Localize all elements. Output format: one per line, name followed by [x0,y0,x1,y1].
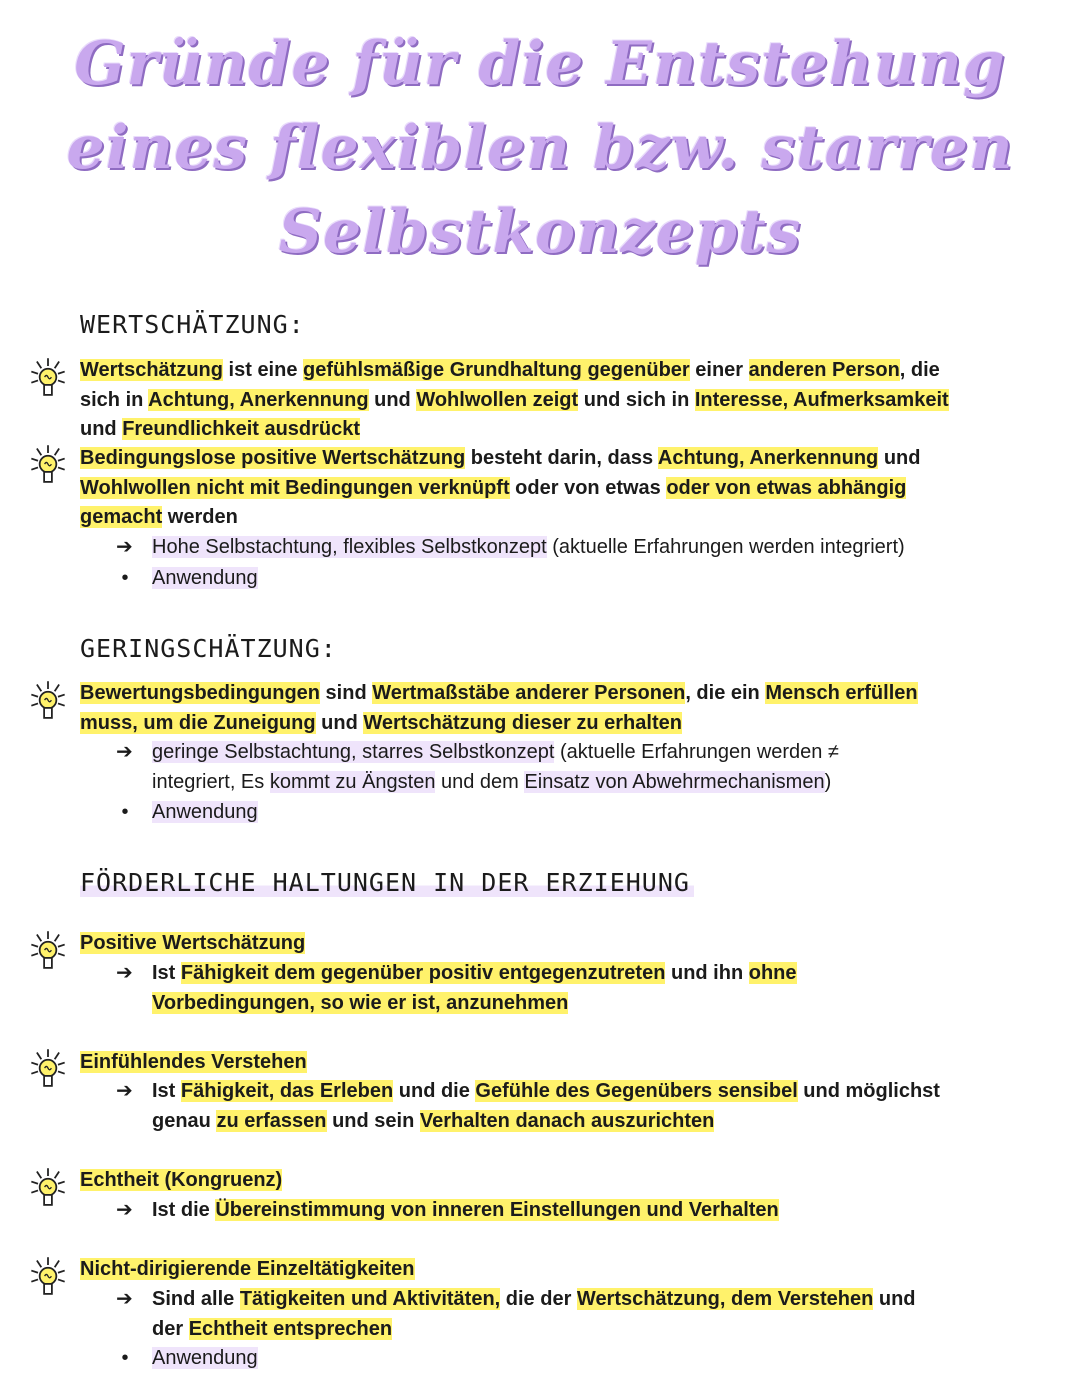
title-line-1: Gründe für die Entstehung [74,29,1006,99]
item-title-nicht-dirigierende-einzeltaetigkeiten: Nicht-dirigierende Einzeltätigkeiten [80,1258,415,1280]
heading-wertschaetzung: WERTSCHÄTZUNG: [80,310,305,339]
paragraph-bedingungslose-wertschaetzung: Bedingungslose positive Wertschätzung besteht darin, dass Achtung, Anerkennung und Wohlwollen nicht mit Bedingungen verknüpft oder von etwas oder von etwas abhängig gemacht werden [80,447,921,528]
arrow-right-icon: ➔ [116,1199,133,1221]
bullet-anwendung: • Anwendung [116,1344,1016,1374]
item-title-positive-wertschaetzung: Positive Wertschätzung [80,932,306,954]
heading-geringschaetzung: GERINGSCHÄTZUNG: [80,634,337,663]
bullet-anwendung: • Anwendung [116,564,1016,594]
item-title-echtheit: Echtheit (Kongruenz) [80,1169,283,1191]
item-title-einfuehlendes-verstehen: Einfühlendes Verstehen [80,1051,307,1073]
arrow-point-geringschaetzung: ➔ geringe Selbstachtung, starres Selbstkonzept (aktuelle Erfahrungen werden ≠ integriert, Es kommt zu Ängsten und dem Einsatz von Abwehrmechanismen) [116,738,1016,797]
title-line-2: eines flexiblen bzw. starren [66,113,1014,183]
arrow-right-icon: ➔ [116,536,133,558]
arrow-point-echtheit: ➔ Ist die Übereinstimmung von inneren Einstellungen und Verhalten [116,1196,1016,1226]
page-title [0,22,1080,274]
lightbulb-icon [26,929,70,969]
arrow-right-icon: ➔ [116,1080,133,1102]
bullet-icon: • [116,1347,129,1369]
lightbulb-icon [26,356,70,396]
bullet-icon: • [116,567,129,589]
lightbulb-icon [26,1047,70,1087]
arrow-point-positive-wertschaetzung: ➔ Ist Fähigkeit dem gegenüber positiv entgegenzutreten und ihn ohne Vorbedingungen, so wie er ist, anzunehmen [116,959,1016,1018]
arrow-right-icon: ➔ [116,1288,133,1310]
bullet-anwendung: • Anwendung [116,798,1016,828]
lightbulb-icon [26,679,70,719]
arrow-right-icon: ➔ [116,741,133,763]
arrow-point-einfuehlendes-verstehen: ➔ Ist Fähigkeit, das Erleben und die Gefühle des Gegenübers sensibel und möglichst genau zu erfassen und sein Verhalten danach auszurichten [116,1077,1016,1136]
lightbulb-icon [26,1255,70,1295]
paragraph-wertschaetzung-definition: Wertschätzung ist eine gefühlsmäßige Grundhaltung gegenüber einer anderen Person, die sich in Achtung, Anerkennung und Wohlwollen zeigt und sich in Interesse, Aufmerksamkeit und Freundlichkeit ausdrückt [80,359,949,440]
title-line-3: Selbstkonzepts [278,197,802,267]
lightbulb-icon [26,443,70,483]
bullet-icon: • [116,801,129,823]
arrow-point-nicht-dirigierend: ➔ Sind alle Tätigkeiten und Aktivitäten, die der Wertschätzung, dem Verstehen und der Echtheit entsprechen [116,1285,1016,1344]
arrow-right-icon: ➔ [116,962,133,984]
paragraph-bewertungsbedingungen: Bewertungsbedingungen sind Wertmaßstäbe anderer Personen, die ein Mensch erfüllen muss, um die Zuneigung und Wertschätzung dieser zu erhalten [80,682,918,734]
heading-foerderliche-haltungen: FÖRDERLICHE HALTUNGEN IN DER ERZIEHUNG [80,868,694,897]
lightbulb-icon [26,1166,70,1206]
arrow-point-wertschaetzung: ➔ Hohe Selbstachtung, flexibles Selbstkonzept (aktuelle Erfahrungen werden integriert) [116,533,1016,563]
